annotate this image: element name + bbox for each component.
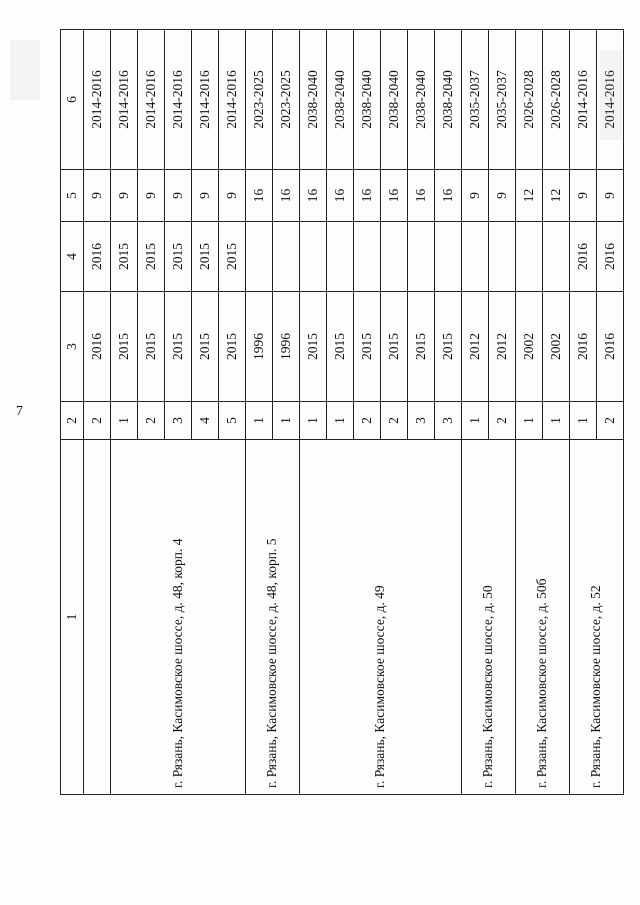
value-cell: 2015 <box>165 222 192 292</box>
value-cell: 16 <box>300 170 327 222</box>
value-cell: 4 <box>192 402 219 440</box>
value-cell <box>354 222 381 292</box>
value-cell: 2015 <box>111 292 138 402</box>
value-cell: 1 <box>273 402 300 440</box>
value-cell: 2015 <box>381 292 408 402</box>
value-cell: 12 <box>516 170 543 222</box>
table-row <box>111 30 138 795</box>
value-cell: 2015 <box>219 292 246 402</box>
buildings-table <box>60 29 624 795</box>
value-cell: 2 <box>381 402 408 440</box>
value-cell <box>381 222 408 292</box>
value-cell <box>543 222 570 292</box>
address-cell: г. Рязань, Касимовское шоссе, д. 50б <box>516 440 570 795</box>
value-cell: 12 <box>543 170 570 222</box>
value-cell <box>300 222 327 292</box>
value-cell: 2002 <box>516 292 543 402</box>
value-cell: 2014-2016 <box>84 30 111 170</box>
value-cell: 2015 <box>408 292 435 402</box>
value-cell: 9 <box>165 170 192 222</box>
value-cell: 2035-2037 <box>462 30 489 170</box>
value-cell: 2 <box>597 402 624 440</box>
value-cell: 5 <box>219 402 246 440</box>
value-cell: 2014-2016 <box>570 30 597 170</box>
value-cell: 16 <box>381 170 408 222</box>
value-cell: 2014-2016 <box>138 30 165 170</box>
value-cell: 2014-2016 <box>219 30 246 170</box>
value-cell: 9 <box>462 170 489 222</box>
value-cell: 2015 <box>165 292 192 402</box>
value-cell <box>273 222 300 292</box>
table-row <box>84 30 111 795</box>
value-cell: 2023-2025 <box>273 30 300 170</box>
address-cell: г. Рязань, Касимовское шоссе, д. 49 <box>300 440 462 795</box>
value-cell: 2016 <box>570 292 597 402</box>
header-cell: 6 <box>61 30 84 170</box>
value-cell <box>408 222 435 292</box>
value-cell: 2015 <box>138 222 165 292</box>
value-cell: 2012 <box>489 292 516 402</box>
value-cell: 2038-2040 <box>354 30 381 170</box>
value-cell: 1 <box>111 402 138 440</box>
value-cell: 2 <box>354 402 381 440</box>
value-cell: 2014-2016 <box>165 30 192 170</box>
value-cell: 2015 <box>192 222 219 292</box>
address-cell: г. Рязань, Касимовское шоссе, д. 48, корп. 5 <box>246 440 300 795</box>
table-row <box>570 30 597 795</box>
value-cell: 2014-2016 <box>192 30 219 170</box>
value-cell: 16 <box>327 170 354 222</box>
value-cell: 2016 <box>84 292 111 402</box>
value-cell: 1 <box>327 402 354 440</box>
value-cell: 2015 <box>435 292 462 402</box>
value-cell: 2038-2040 <box>327 30 354 170</box>
address-cell: г. Рязань, Касимовское шоссе, д. 48, корп. 4 <box>111 440 246 795</box>
value-cell: 2015 <box>219 222 246 292</box>
value-cell: 16 <box>273 170 300 222</box>
value-cell: 1 <box>570 402 597 440</box>
table-row <box>516 30 543 795</box>
address-cell <box>84 440 111 795</box>
value-cell: 2012 <box>462 292 489 402</box>
value-cell: 2016 <box>84 222 111 292</box>
header-cell: 4 <box>61 222 84 292</box>
value-cell: 2038-2040 <box>381 30 408 170</box>
value-cell <box>489 222 516 292</box>
value-cell: 9 <box>111 170 138 222</box>
value-cell: 1 <box>516 402 543 440</box>
value-cell: 2038-2040 <box>435 30 462 170</box>
value-cell: 2038-2040 <box>300 30 327 170</box>
value-cell: 2015 <box>300 292 327 402</box>
value-cell: 2038-2040 <box>408 30 435 170</box>
value-cell <box>462 222 489 292</box>
value-cell: 9 <box>219 170 246 222</box>
value-cell: 2015 <box>138 292 165 402</box>
header-cell: 2 <box>61 402 84 440</box>
value-cell: 1 <box>543 402 570 440</box>
value-cell: 2023-2025 <box>246 30 273 170</box>
table-row <box>246 30 273 795</box>
table-frame <box>60 30 617 795</box>
value-cell: 2002 <box>543 292 570 402</box>
value-cell: 2016 <box>570 222 597 292</box>
value-cell: 2016 <box>597 292 624 402</box>
header-row <box>61 30 84 795</box>
value-cell: 2015 <box>192 292 219 402</box>
address-cell: г. Рязань, Касимовское шоссе, д. 50 <box>462 440 516 795</box>
value-cell: 16 <box>354 170 381 222</box>
value-cell: 1996 <box>273 292 300 402</box>
value-cell: 16 <box>435 170 462 222</box>
value-cell <box>327 222 354 292</box>
value-cell: 1 <box>300 402 327 440</box>
value-cell: 2014-2016 <box>597 30 624 170</box>
value-cell <box>516 222 543 292</box>
value-cell: 1996 <box>246 292 273 402</box>
value-cell: 16 <box>246 170 273 222</box>
table-row <box>300 30 327 795</box>
address-cell: г. Рязань, Касимовское шоссе, д. 52 <box>570 440 624 795</box>
header-cell: 3 <box>61 292 84 402</box>
value-cell: 2 <box>138 402 165 440</box>
page-number: 7 <box>16 404 23 419</box>
value-cell: 1 <box>246 402 273 440</box>
value-cell: 9 <box>138 170 165 222</box>
value-cell: 2015 <box>327 292 354 402</box>
value-cell: 3 <box>165 402 192 440</box>
value-cell: 1 <box>462 402 489 440</box>
value-cell: 3 <box>408 402 435 440</box>
value-cell: 2026-2028 <box>543 30 570 170</box>
value-cell: 9 <box>570 170 597 222</box>
value-cell: 2014-2016 <box>111 30 138 170</box>
value-cell: 2015 <box>111 222 138 292</box>
value-cell: 9 <box>84 170 111 222</box>
value-cell <box>435 222 462 292</box>
value-cell: 9 <box>192 170 219 222</box>
value-cell: 2016 <box>597 222 624 292</box>
header-cell: 1 <box>61 440 84 795</box>
value-cell: 2026-2028 <box>516 30 543 170</box>
value-cell: 2015 <box>354 292 381 402</box>
value-cell: 2 <box>84 402 111 440</box>
value-cell <box>246 222 273 292</box>
value-cell: 9 <box>597 170 624 222</box>
value-cell: 2 <box>489 402 516 440</box>
table-row <box>462 30 489 795</box>
value-cell: 16 <box>408 170 435 222</box>
value-cell: 9 <box>489 170 516 222</box>
value-cell: 3 <box>435 402 462 440</box>
header-cell: 5 <box>61 170 84 222</box>
value-cell: 2035-2037 <box>489 30 516 170</box>
